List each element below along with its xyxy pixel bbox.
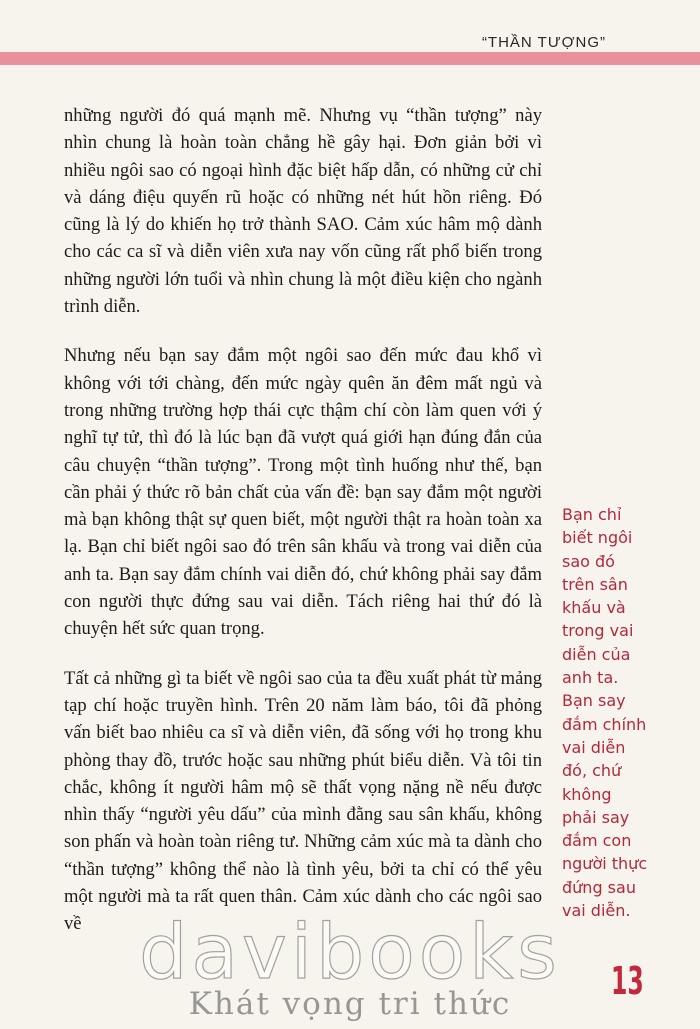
watermark-brand: davibooks (139, 907, 561, 996)
body-text (64, 102, 542, 960)
sidebar-pull-quote: Bạn chỉ biết ngôi sao đó trên sân khấu và trong vai diễn của anh ta. Bạn say đắm chính vai diễn đó, chứ không phải say đắm con người thực đứng sau vai diễn. (562, 505, 648, 921)
running-head: “THẦN TƯỢNG” (481, 34, 606, 51)
paragraph-3: Tất cả những gì ta biết về ngôi sao của ta đều xuất phát từ mảng tạp chí hoặc truyền hình. Trên 20 năm làm báo, tôi đã phỏng vấn biết bao nhiêu ca sĩ và diễn viên, đã sống với họ trong khu phòng thay đồ, trước hoặc sau những phút biểu diễn. Và tôi tin chắc, không ít người hâm mộ sẽ thất vọng nặng nề nếu được nhìn thấy “người yêu dấu” của mình đằng sau sân khấu, không son phấn và hoàn toàn riêng tư. Những cảm xúc mà ta dành cho “thần tượng” không thể nào là tình yêu, bởi ta chỉ có thể yêu một người mà ta rất quen thân. Cảm xúc dành cho các ngôi sao về (64, 667, 542, 935)
paragraph-1: những người đó quá mạnh mẽ. Nhưng vụ “thần tượng” này nhìn chung là hoàn toàn chẳng hề gây hại. Đơn giản bởi vì nhiều ngôi sao có ngoại hình đặc biệt hấp dẫn, có những cử chỉ và dáng điệu quyến rũ hoặc có những nét hút hồn riêng. Đó cũng là lý do khiến họ trở thành SAO. Cảm xúc hâm mộ dành cho các ca sĩ và diễn viên xưa nay vốn cũng rất phổ biến trong những người lớn tuổi và nhìn chung là một điều kiện cho ngành trình diễn. (64, 105, 542, 318)
page-number: 13 (611, 959, 644, 1003)
paragraph-2: Nhưng nếu bạn say đắm một ngôi sao đến mức đau khổ vì không với tới chàng, đến mức ngày quên ăn đêm mất ngủ và trong những trường hợp thái cực thậm chí còn làm quen với ý nghĩ tự tử, thì đó là lúc bạn đã vượt quá giới hạn đúng đắn của câu chuyện “thần tượng”. Trong một tình huống như thế, bạn cần phải ý thức rõ bản chất của vấn đề: bạn say đắm một người mà bạn không thật sự quen biết, một người thật ra hoàn toàn xa lạ. Bạn chỉ biết ngôi sao đó trên sân khấu và trong vai diễn của anh ta. Bạn say đắm chính vai diễn đó, chứ không phải say đắm con người thực đứng sau vai diễn. Tách riêng hai thứ đó là chuyện hết sức quan trọng. (64, 345, 542, 640)
watermark-slogan: Khát vọng tri thức (188, 986, 512, 1022)
header-rule (0, 52, 700, 65)
